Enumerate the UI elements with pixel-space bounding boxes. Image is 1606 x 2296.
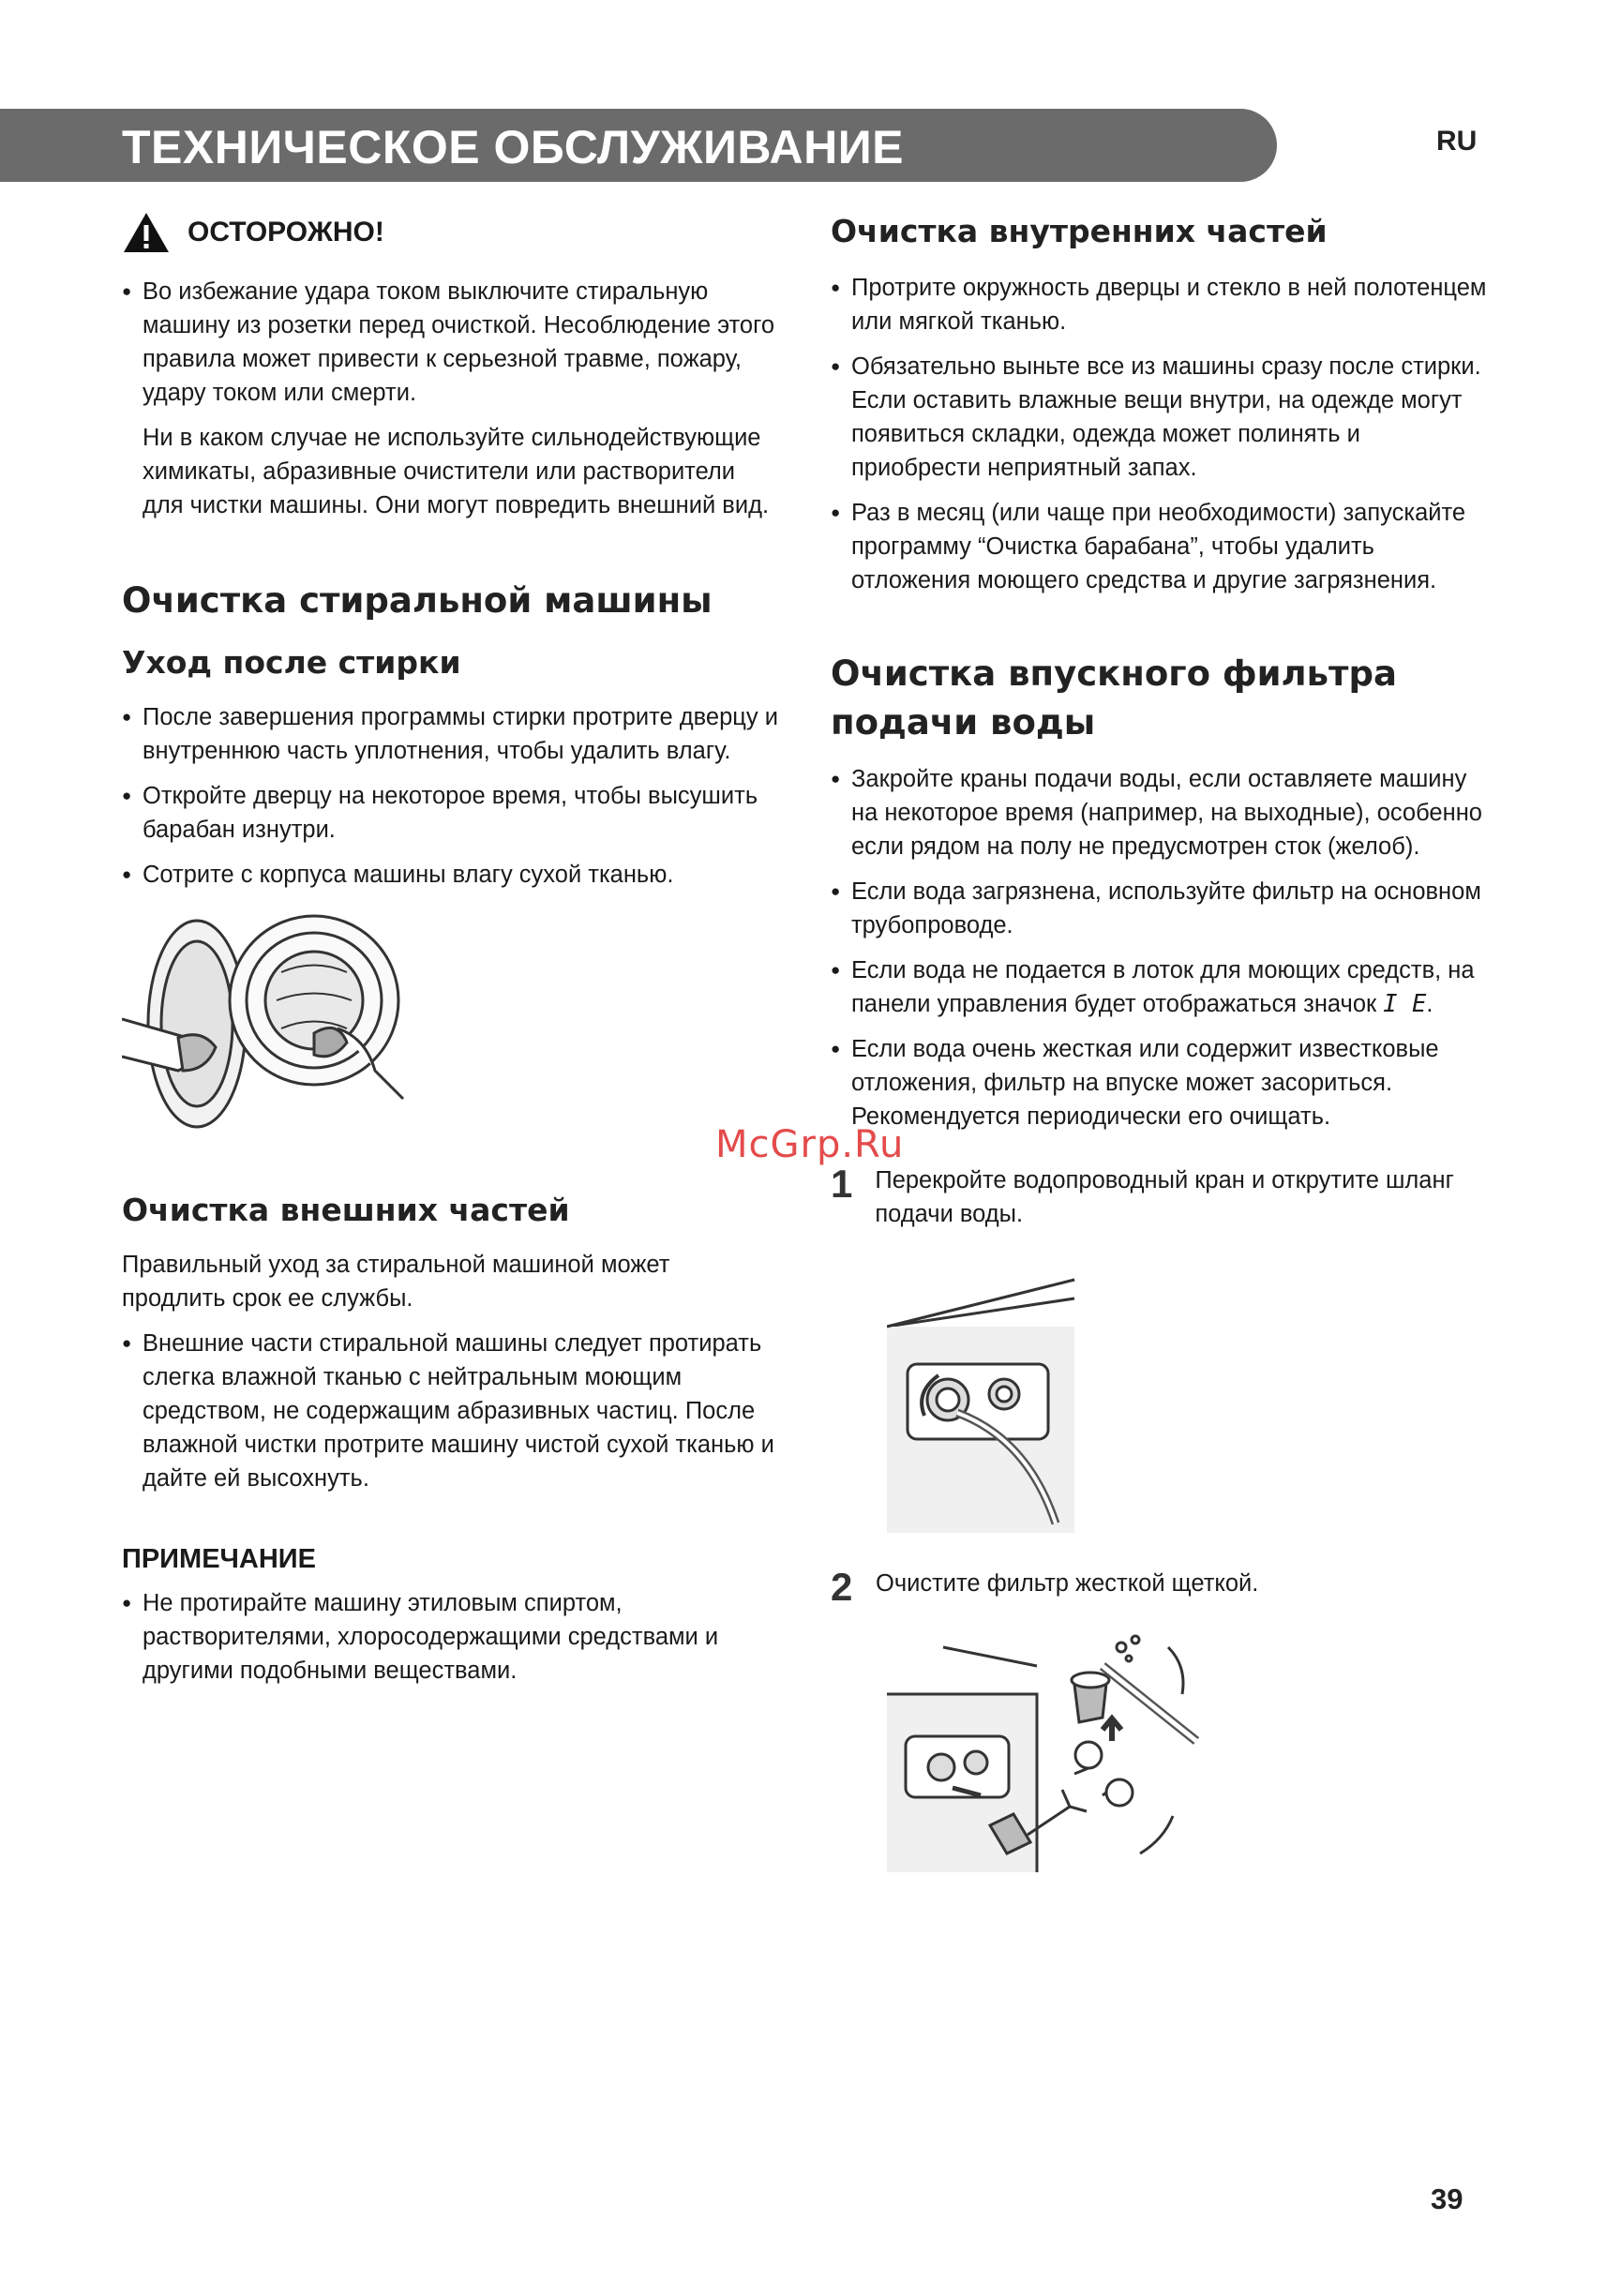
list-item: ● Обязательно выньте все из машины сразу после стирки. Если оставить влажные вещи внутри, на одежде могут появиться складки, одежда может полинять и приобрести неприятный запах. (831, 350, 1487, 485)
list-item: ● Сотрите с корпуса машины влагу сухой тканью. (122, 858, 778, 892)
door-wiping-illustration (122, 907, 422, 1132)
list-item: ● Во избежание удара током выключите стиральную машину из розетки перед очисткой. Несоблюдение этого правила может привести к серьезной травме, пожару, удару током или смерти. (122, 275, 778, 410)
hose-disconnect-illustration (887, 1252, 1093, 1533)
warning-icon (122, 211, 171, 254)
list-item: ● Если вода очень жесткая или содержит известковые отложения, фильтр на впуске может засориться. Рекомендуется периодически его очищать. (831, 1032, 1487, 1133)
step-text: Перекройте водопроводный кран и открутите шланг подачи воды. (875, 1167, 1454, 1227)
ie-item-text: Если вода не подается в лоток для моющих средств, на панели управления будет отображаться значок (851, 957, 1475, 1017)
note-title: ПРИМЕЧАНИЕ (122, 1544, 316, 1574)
step-number: 1 (831, 1162, 853, 1206)
list-item: ● Не протирайте машину этиловым спиртом, растворителями, хлоросодержащими средствами и другими подобными веществами. (122, 1586, 778, 1688)
section-title-interior: Очистка внутренних частей (831, 213, 1328, 249)
left-column (122, 211, 778, 1699)
watermark: McGrp.Ru (715, 1123, 905, 1166)
warning-list (122, 275, 778, 410)
page-number: 39 (1431, 2183, 1463, 2215)
section-title-cleaning-machine: Очистка стиральной машины (122, 580, 713, 621)
section-title-filter: Очистка впускного фильтра подачи воды (831, 653, 1397, 743)
list-item: ● Откройте дверцу на некоторое время, чтобы высушить барабан изнутри. (122, 779, 778, 847)
exterior-intro: Правильный уход за стиральной машиной может продлить срок ее службы. (122, 1252, 670, 1312)
step-text: Очистите фильтр жесткой щеткой. (876, 1570, 1259, 1597)
section-title-exterior: Очистка внешних частей (122, 1192, 570, 1228)
exterior-list (122, 1327, 778, 1495)
step-number: 2 (831, 1565, 853, 1609)
note-list (122, 1586, 778, 1688)
list-item: ● Протрите окружность дверцы и стекло в ней полотенцем или мягкой тканью. (831, 271, 1487, 338)
step-1 (831, 1163, 1487, 1231)
language-label: RU (1436, 126, 1478, 157)
step-2 (831, 1567, 1487, 1608)
warning-header (122, 211, 778, 254)
page-title: ТЕХНИЧЕСКОЕ ОБСЛУЖИВАНИЕ (122, 121, 904, 173)
ie-error-code: I E (1383, 990, 1427, 1018)
filter-list (831, 762, 1487, 1133)
right-column (831, 211, 1487, 1872)
list-item: ● Внешние части стиральной машины следует протирать слегка влажной тканью с нейтральным моющим средством, не содержащим абразивных частиц. После влажной чистки протрите машину чистой сухой тканью и дайте ей высохнуть. (122, 1327, 778, 1495)
interior-list (831, 271, 1487, 597)
after-wash-list (122, 700, 778, 892)
warning-title: ОСТОРОЖНО! (188, 217, 384, 248)
subsection-title-after-wash: Уход после стирки (122, 644, 461, 681)
list-item: ● После завершения программы стирки протрите дверцу и внутреннюю часть уплотнения, чтобы удалить влагу. (122, 700, 778, 768)
warning-paragraph: Ни в каком случае не используйте сильнодействующие химикаты, абразивные очистители или растворители для чистки машины. Они могут повредить внешний вид. (143, 425, 770, 518)
filter-cleaning-illustration (887, 1628, 1224, 1872)
list-item: ● Раз в месяц (или чаще при необходимости) запускайте программу “Очистка барабана”, чтобы удалить отложения моющего средства и другие загрязнения. (831, 496, 1487, 597)
ie-item-suffix: . (1426, 991, 1433, 1017)
list-item: ● Если вода загрязнена, используйте фильтр на основном трубопроводе. (831, 875, 1487, 942)
list-item (831, 953, 1487, 1021)
list-item: ● Закройте краны подачи воды, если оставляете машину на некоторое время (например, на выходные), особенно если рядом на полу не предусмотрен сток (желоб). (831, 762, 1487, 863)
